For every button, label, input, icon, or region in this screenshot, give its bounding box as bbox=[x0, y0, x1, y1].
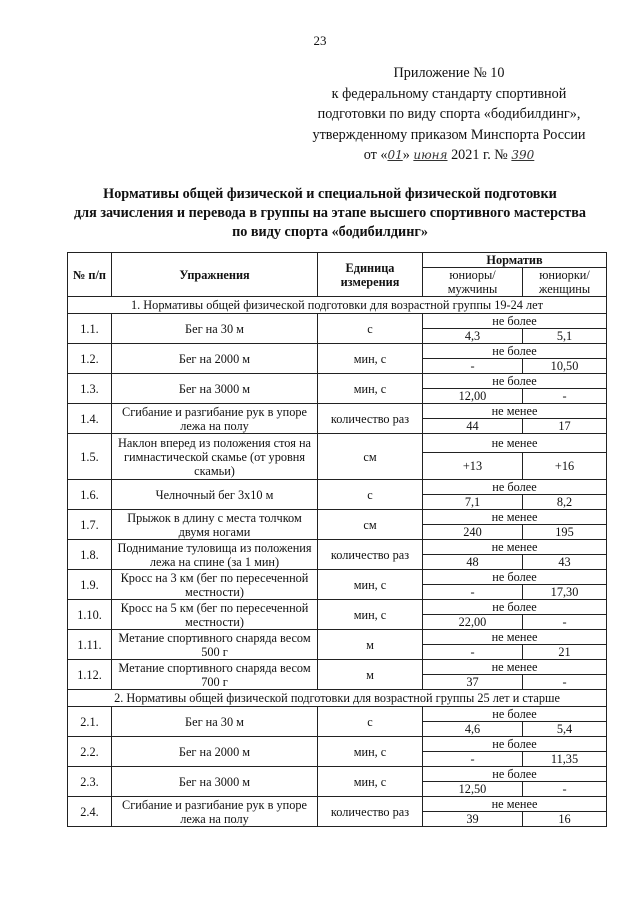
value-men: - bbox=[423, 752, 523, 767]
row-unit: мин, с bbox=[318, 600, 423, 630]
row-exercise: Бег на 30 м bbox=[112, 314, 318, 344]
row-exercise: Поднимание туловища из положения лежа на спине (за 1 мин) bbox=[112, 540, 318, 570]
table-row bbox=[68, 510, 607, 525]
value-men: 4,3 bbox=[423, 329, 523, 344]
table-row bbox=[68, 797, 607, 812]
group-label: 1. Нормативы общей физической подготовки для возрастной группы 19-24 лет bbox=[68, 297, 607, 314]
group-row bbox=[68, 690, 607, 707]
row-condition: не менее bbox=[423, 434, 607, 453]
value-women: 5,1 bbox=[523, 329, 607, 344]
value-men: 240 bbox=[423, 525, 523, 540]
table-row bbox=[68, 630, 607, 645]
group-row bbox=[68, 297, 607, 314]
order-number: 390 bbox=[511, 148, 535, 162]
row-unit: с bbox=[318, 707, 423, 737]
row-num: 1.12. bbox=[68, 660, 112, 690]
row-condition: не менее bbox=[423, 797, 607, 812]
value-men: 39 bbox=[423, 812, 523, 827]
value-men: +13 bbox=[423, 453, 523, 480]
row-exercise: Бег на 30 м bbox=[112, 707, 318, 737]
value-men: 12,50 bbox=[423, 782, 523, 797]
row-unit: мин, с bbox=[318, 570, 423, 600]
value-men: 7,1 bbox=[423, 495, 523, 510]
value-women: 17,30 bbox=[523, 585, 607, 600]
value-men: 22,00 bbox=[423, 615, 523, 630]
row-unit: мин, с bbox=[318, 767, 423, 797]
appendix-line-1: Приложение № 10 bbox=[393, 65, 505, 81]
row-exercise: Прыжок в длину с места толчком двумя ногами bbox=[112, 510, 318, 540]
value-women: - bbox=[523, 782, 607, 797]
row-num: 2.1. bbox=[68, 707, 112, 737]
date-year: 2021 г. № bbox=[451, 147, 508, 163]
row-num: 1.3. bbox=[68, 374, 112, 404]
row-condition: не более bbox=[423, 767, 607, 782]
row-condition: не менее bbox=[423, 404, 607, 419]
row-num: 1.6. bbox=[68, 480, 112, 510]
page-number: 23 bbox=[313, 33, 327, 48]
row-exercise: Метание спортивного снаряда весом 700 г bbox=[112, 660, 318, 690]
row-condition: не менее bbox=[423, 510, 607, 525]
row-num: 2.4. bbox=[68, 797, 112, 827]
table-row bbox=[68, 344, 607, 359]
header-juniors-f: юниорки/ женщины bbox=[523, 268, 607, 297]
value-women: 8,2 bbox=[523, 495, 607, 510]
row-num: 1.10. bbox=[68, 600, 112, 630]
row-exercise: Сгибание и разгибание рук в упоре лежа на полу bbox=[112, 797, 318, 827]
row-exercise: Кросс на 5 км (бег по пересеченной местности) bbox=[112, 600, 318, 630]
value-men: - bbox=[423, 645, 523, 660]
table-row bbox=[68, 570, 607, 585]
value-women: 21 bbox=[523, 645, 607, 660]
row-num: 1.2. bbox=[68, 344, 112, 374]
row-unit: мин, с bbox=[318, 374, 423, 404]
row-condition: не более bbox=[423, 480, 607, 495]
table-row bbox=[68, 404, 607, 419]
row-exercise: Бег на 2000 м bbox=[112, 737, 318, 767]
value-women: - bbox=[523, 675, 607, 690]
row-exercise: Сгибание и разгибание рук в упоре лежа на полу bbox=[112, 404, 318, 434]
table-row bbox=[68, 737, 607, 752]
norms-table bbox=[67, 252, 607, 827]
row-num: 1.4. bbox=[68, 404, 112, 434]
row-condition: не более bbox=[423, 374, 607, 389]
row-exercise: Кросс на 3 км (бег по пересеченной местности) bbox=[112, 570, 318, 600]
row-unit: количество раз bbox=[318, 540, 423, 570]
row-unit: см bbox=[318, 434, 423, 480]
table-row bbox=[68, 600, 607, 615]
title-line-1: Нормативы общей физической и специальной физической подготовки bbox=[103, 186, 557, 202]
date-day: 01 bbox=[387, 148, 403, 162]
row-num: 1.8. bbox=[68, 540, 112, 570]
appendix-line-2: к федеральному стандарту спортивной bbox=[331, 85, 567, 102]
row-unit: мин, с bbox=[318, 344, 423, 374]
header-unit: Единица измерения bbox=[318, 253, 423, 297]
table-row bbox=[68, 374, 607, 389]
date-month: июня bbox=[413, 148, 448, 162]
row-unit: количество раз bbox=[318, 797, 423, 827]
value-women: 10,50 bbox=[523, 359, 607, 374]
value-men: - bbox=[423, 585, 523, 600]
value-women: 195 bbox=[523, 525, 607, 540]
row-unit: см bbox=[318, 510, 423, 540]
row-exercise: Метание спортивного снаряда весом 500 г bbox=[112, 630, 318, 660]
value-women: 5,4 bbox=[523, 722, 607, 737]
row-unit: с bbox=[318, 480, 423, 510]
table-row bbox=[68, 540, 607, 555]
date-prefix: от « bbox=[363, 147, 388, 163]
row-condition: не более bbox=[423, 707, 607, 722]
title-line-2: для зачисления и перевода в группы на этапе высшего спортивного мастерства bbox=[73, 205, 587, 221]
row-unit: м bbox=[318, 630, 423, 660]
row-num: 1.1. bbox=[68, 314, 112, 344]
appendix-line-4: утвержденному приказом Минспорта России bbox=[312, 126, 586, 143]
title-line-3: по виду спорта «бодибилдинг» bbox=[232, 224, 428, 240]
row-unit: с bbox=[318, 314, 423, 344]
table-row bbox=[68, 767, 607, 782]
row-num: 1.7. bbox=[68, 510, 112, 540]
row-num: 1.9. bbox=[68, 570, 112, 600]
table-row bbox=[68, 314, 607, 329]
row-exercise: Бег на 2000 м bbox=[112, 344, 318, 374]
value-men: 12,00 bbox=[423, 389, 523, 404]
row-exercise: Наклон вперед из положения стоя на гимнастической скамье (от уровня скамьи) bbox=[112, 434, 318, 480]
header-juniors-m: юниоры/ мужчины bbox=[423, 268, 523, 297]
table-row bbox=[68, 707, 607, 722]
row-condition: не менее bbox=[423, 630, 607, 645]
value-men: 37 bbox=[423, 675, 523, 690]
header-norm: Норматив bbox=[423, 253, 607, 268]
row-condition: не более bbox=[423, 314, 607, 329]
row-condition: не более bbox=[423, 737, 607, 752]
row-unit: м bbox=[318, 660, 423, 690]
value-women: 11,35 bbox=[523, 752, 607, 767]
table-body bbox=[68, 297, 607, 827]
row-condition: не менее bbox=[423, 540, 607, 555]
row-unit: количество раз bbox=[318, 404, 423, 434]
appendix-block bbox=[289, 63, 609, 166]
row-num: 1.5. bbox=[68, 434, 112, 480]
value-women: +16 bbox=[523, 453, 607, 480]
group-label: 2. Нормативы общей физической подготовки для возрастной группы 25 лет и старше bbox=[68, 690, 607, 707]
header-exercise: Упражнения bbox=[112, 253, 318, 297]
value-men: 4,6 bbox=[423, 722, 523, 737]
row-condition: не более bbox=[423, 570, 607, 585]
row-num: 1.11. bbox=[68, 630, 112, 660]
document-title bbox=[20, 185, 640, 242]
row-condition: не более bbox=[423, 600, 607, 615]
value-women: 16 bbox=[523, 812, 607, 827]
row-condition: не менее bbox=[423, 660, 607, 675]
table-row bbox=[68, 480, 607, 495]
date-mid: » bbox=[402, 147, 410, 163]
value-women: - bbox=[523, 615, 607, 630]
row-condition: не более bbox=[423, 344, 607, 359]
value-men: 48 bbox=[423, 555, 523, 570]
row-exercise: Челночный бег 3x10 м bbox=[112, 480, 318, 510]
value-men: 44 bbox=[423, 419, 523, 434]
header-num: № п/п bbox=[68, 253, 112, 297]
value-women: 43 bbox=[523, 555, 607, 570]
row-exercise: Бег на 3000 м bbox=[112, 374, 318, 404]
row-num: 2.2. bbox=[68, 737, 112, 767]
table-row bbox=[68, 434, 607, 453]
value-men: - bbox=[423, 359, 523, 374]
row-num: 2.3. bbox=[68, 767, 112, 797]
appendix-line-3: подготовки по виду спорта «бодибилдинг», bbox=[317, 106, 581, 122]
value-women: - bbox=[523, 389, 607, 404]
row-unit: мин, с bbox=[318, 737, 423, 767]
appendix-date-line bbox=[289, 145, 609, 166]
row-exercise: Бег на 3000 м bbox=[112, 767, 318, 797]
value-women: 17 bbox=[523, 419, 607, 434]
table-row bbox=[68, 660, 607, 675]
